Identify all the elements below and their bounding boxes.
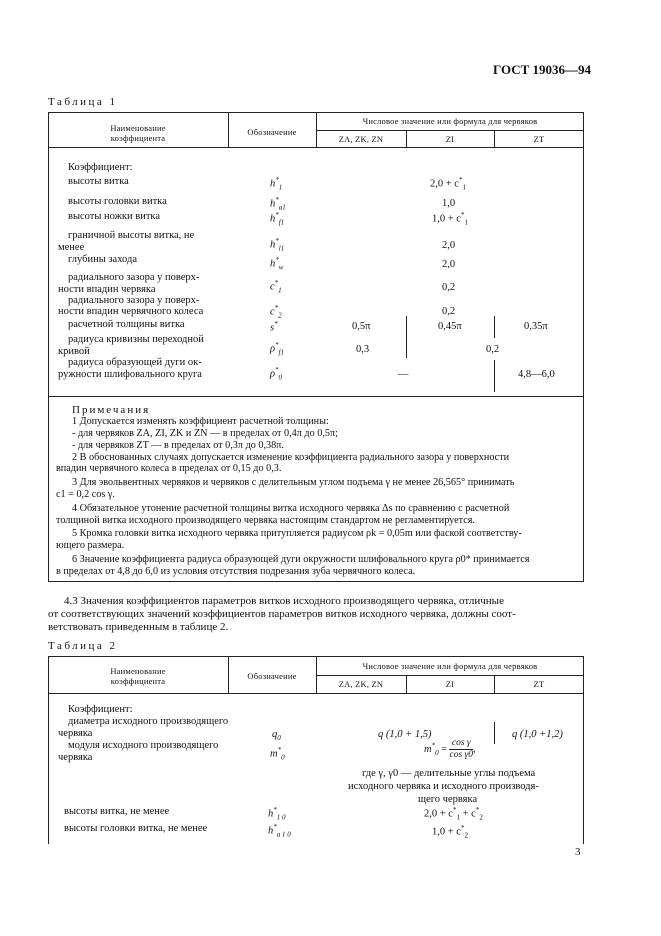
t1-note: впадин червячного колеса в пределах от 0,15 до 0,3. — [56, 463, 282, 474]
t2-subcol-zt: ZT — [533, 679, 545, 689]
t1-note: толщиной витка исходного производящего червяка настоящим стандартом не регламентируется. — [56, 515, 475, 526]
t1-note: 5 Кромка головки витка исходного червяка притупляется радиусом ρk = 0,05m или фаской соответству- — [72, 528, 522, 539]
t2-row-note: щего червяка — [418, 794, 478, 805]
t1-note: 3 Для эвольвентных червяков и червяков с делительным углом подъема γ не менее 26,565° принимать — [72, 477, 515, 488]
t1-note: 4 Обязательное утонение расчетной толщины витка исходного червяка Δs по сравнению с расчетной — [72, 503, 510, 514]
t1-subcol-zt: ZT — [533, 134, 545, 144]
paragraph-line: ветствовать приведенным в таблице 2. — [48, 621, 229, 633]
t1-row-name: радиуса образующей дуги ок- — [68, 357, 202, 368]
t2-row-note: исходного червяка и исходного производя- — [348, 781, 539, 792]
t1-col-symbol: Обозначение — [247, 127, 297, 137]
t2-formula-fraction — [449, 738, 473, 761]
t1-col-name-line: Наименование — [110, 123, 166, 133]
t2-col-value: Числовое значение или формула для червяков — [362, 661, 538, 671]
t1-note: - для червяков ZT — в пределах от 0,3π до 0,38π. — [72, 440, 284, 451]
t1-row-value: 0,2 — [486, 344, 500, 355]
t1-row-value: 4,8—6,0 — [518, 369, 555, 380]
t2-col-name-line: Наименование — [110, 666, 166, 676]
t1-row-name: граничной высоты витка, не — [68, 230, 195, 241]
t1-note: 6 Значение коэффициента радиуса образующей дуги окружности шлифовального круга ρ0* принимается — [72, 554, 530, 565]
t2-row-formula: $m^*_0$ = $\frac{\text{cos γ}}{\text{cos γ0}}$ , — [424, 738, 476, 760]
t1-row-symbol: $c^*_2$ — [270, 304, 282, 320]
t1-row-name: ружности шлифовального круга — [58, 369, 202, 380]
t1-row-value: $1,0 + c^*_1$ — [432, 211, 468, 227]
t1-row-value: 0,5π — [352, 321, 371, 332]
t1-row-name: высоты ножки витка — [68, 211, 161, 222]
t1-row-symbol: $\rho^*_{f1}$ — [270, 341, 284, 357]
t2-row-value: q (1,0 + 1,5) — [378, 729, 432, 740]
t2-subcol-zi: ZI — [445, 679, 455, 689]
t1-col-name — [88, 123, 188, 143]
t2-row-name: червяка — [58, 728, 93, 739]
paragraph-line: от соответствующих значений коэффициентов параметров витков исходного червяка, должны соот- — [48, 608, 516, 620]
t1-row-name: ности впадин червяка — [58, 284, 156, 295]
t1-row-symbol: $\rho^*_0$ — [270, 366, 283, 382]
t2-col-symbol: Обозначение — [247, 671, 297, 681]
t2-formula-eq: = — [441, 743, 447, 755]
t1-row-name: радиального зазора у поверх- — [68, 272, 200, 283]
t1-note: c1 = 0,2 cos γ. — [56, 489, 115, 500]
t2-row-name: высоты витка, не менее — [64, 806, 170, 817]
t1-row-value: 0,3 — [356, 344, 370, 355]
t2-col-name — [88, 666, 188, 686]
t1-row-name: глубины захода — [68, 254, 137, 265]
t1-note: 1 Допускается изменять коэффициент расчетной толщины: — [72, 416, 329, 427]
t1-note: 2 В обоснованных случаях допускается изменение коэффициента радиального зазора у поверхности — [72, 452, 510, 463]
t1-row-value: 0,45π — [438, 321, 462, 332]
page-number: 3 — [575, 846, 581, 858]
t1-col-name-line: коэффициента — [110, 133, 166, 143]
table2-caption: Таблица 2 — [48, 640, 118, 652]
t1-row-symbol: $h^*_{f1}$ — [270, 211, 285, 227]
t1-row-value: 2,0 — [442, 259, 456, 270]
t1-row-name: кривой — [58, 346, 90, 357]
t2-row-symbol: $h^*_{a 1 0}$ — [268, 823, 291, 839]
t2-row-name: червяка — [58, 752, 93, 763]
t1-group-label: Коэффициент: — [68, 162, 133, 173]
t2-row-symbol: $q_0$ — [272, 729, 281, 743]
t1-row-name: расчетной толщины витка — [68, 319, 185, 330]
t1-row-name: высоты витка — [68, 176, 129, 187]
t2-row-symbol: $h^*_{1 0}$ — [268, 806, 286, 822]
t1-row-name: ности впадин червячного колеса — [58, 306, 204, 317]
t1-row-value: 1,0 — [442, 198, 456, 209]
t1-row-value: 0,2 — [442, 306, 456, 317]
t1-note: ющего размера. — [56, 540, 125, 551]
t1-row-symbol: $h^*_{a1}$ — [270, 196, 286, 212]
standard-number: ГОСТ 19036—94 — [493, 62, 592, 77]
t1-row-symbol: $c^*_1$ — [270, 279, 282, 295]
t2-subcol-zakzn: ZA, ZK, ZN — [338, 679, 384, 689]
table1-caption: Таблица 1 — [48, 96, 118, 108]
t1-row-symbol: $h^*_1$ — [270, 176, 283, 192]
t2-row-note: где γ, γ0 — делительные углы подъема — [362, 768, 536, 779]
t1-row-value: $2,0 + c^*_1$ — [430, 176, 466, 192]
t1-notes-title: Примечания — [72, 404, 151, 416]
t2-row-value: $2,0 + c^*_1 + c^*_2$ — [424, 806, 483, 822]
t1-note: - для червяков ZA, ZI, ZK и ZN — в пределах от 0,4π до 0,5π; — [72, 428, 338, 439]
t1-subcol-zakzn: ZA, ZK, ZN — [338, 134, 384, 144]
t2-row-name: диаметра исходного производящего — [68, 716, 229, 727]
t1-row-value: 0,2 — [442, 282, 456, 293]
t1-row-symbol: s* — [270, 320, 278, 334]
t2-row-value: $1,0 + c^*_2$ — [432, 824, 468, 840]
t2-row-name: высоты головки витка, не менее — [64, 823, 208, 834]
t2-col-name-line: коэффициента — [110, 676, 166, 686]
t2-group-label: Коэффициент: — [68, 704, 133, 715]
t1-row-symbol: $h^*_w$ — [270, 256, 284, 272]
t1-row-value: — — [398, 369, 409, 380]
t1-col-value: Числовое значение или формула для червяков — [362, 116, 538, 126]
t2-row-symbol: $m^*_0$ — [270, 746, 285, 762]
t1-row-name: радиуса кривизны переходной — [68, 334, 204, 345]
t2-row-value: q (1,0 +1,2) — [512, 729, 563, 740]
t2-formula-lhs: $m^*_0$ — [424, 741, 439, 757]
t1-row-name: радиального зазора у поверх- — [68, 295, 200, 306]
t1-row-symbol: $h^*_{l1}$ — [270, 237, 285, 253]
t2-formula-numerator: cos γ — [449, 738, 473, 750]
t2-row-name: модуля исходного производящего — [68, 740, 219, 751]
t1-row-name: высоты головки витка — [68, 196, 167, 207]
t1-row-value: 2,0 — [442, 240, 456, 251]
t1-note: в пределах от 4,8 до 6,0 из условия отсутствия подрезания зуба червячного колеса. — [56, 566, 416, 577]
paragraph-line: 4.3 Значения коэффициентов параметров витков исходного производящего червяка, отличные — [64, 595, 504, 607]
t1-row-name: менее — [58, 242, 85, 253]
t1-row-value: 0,35π — [524, 321, 548, 332]
t1-subcol-zi: ZI — [445, 134, 455, 144]
t2-formula-denominator: cos γ0 — [449, 750, 474, 760]
